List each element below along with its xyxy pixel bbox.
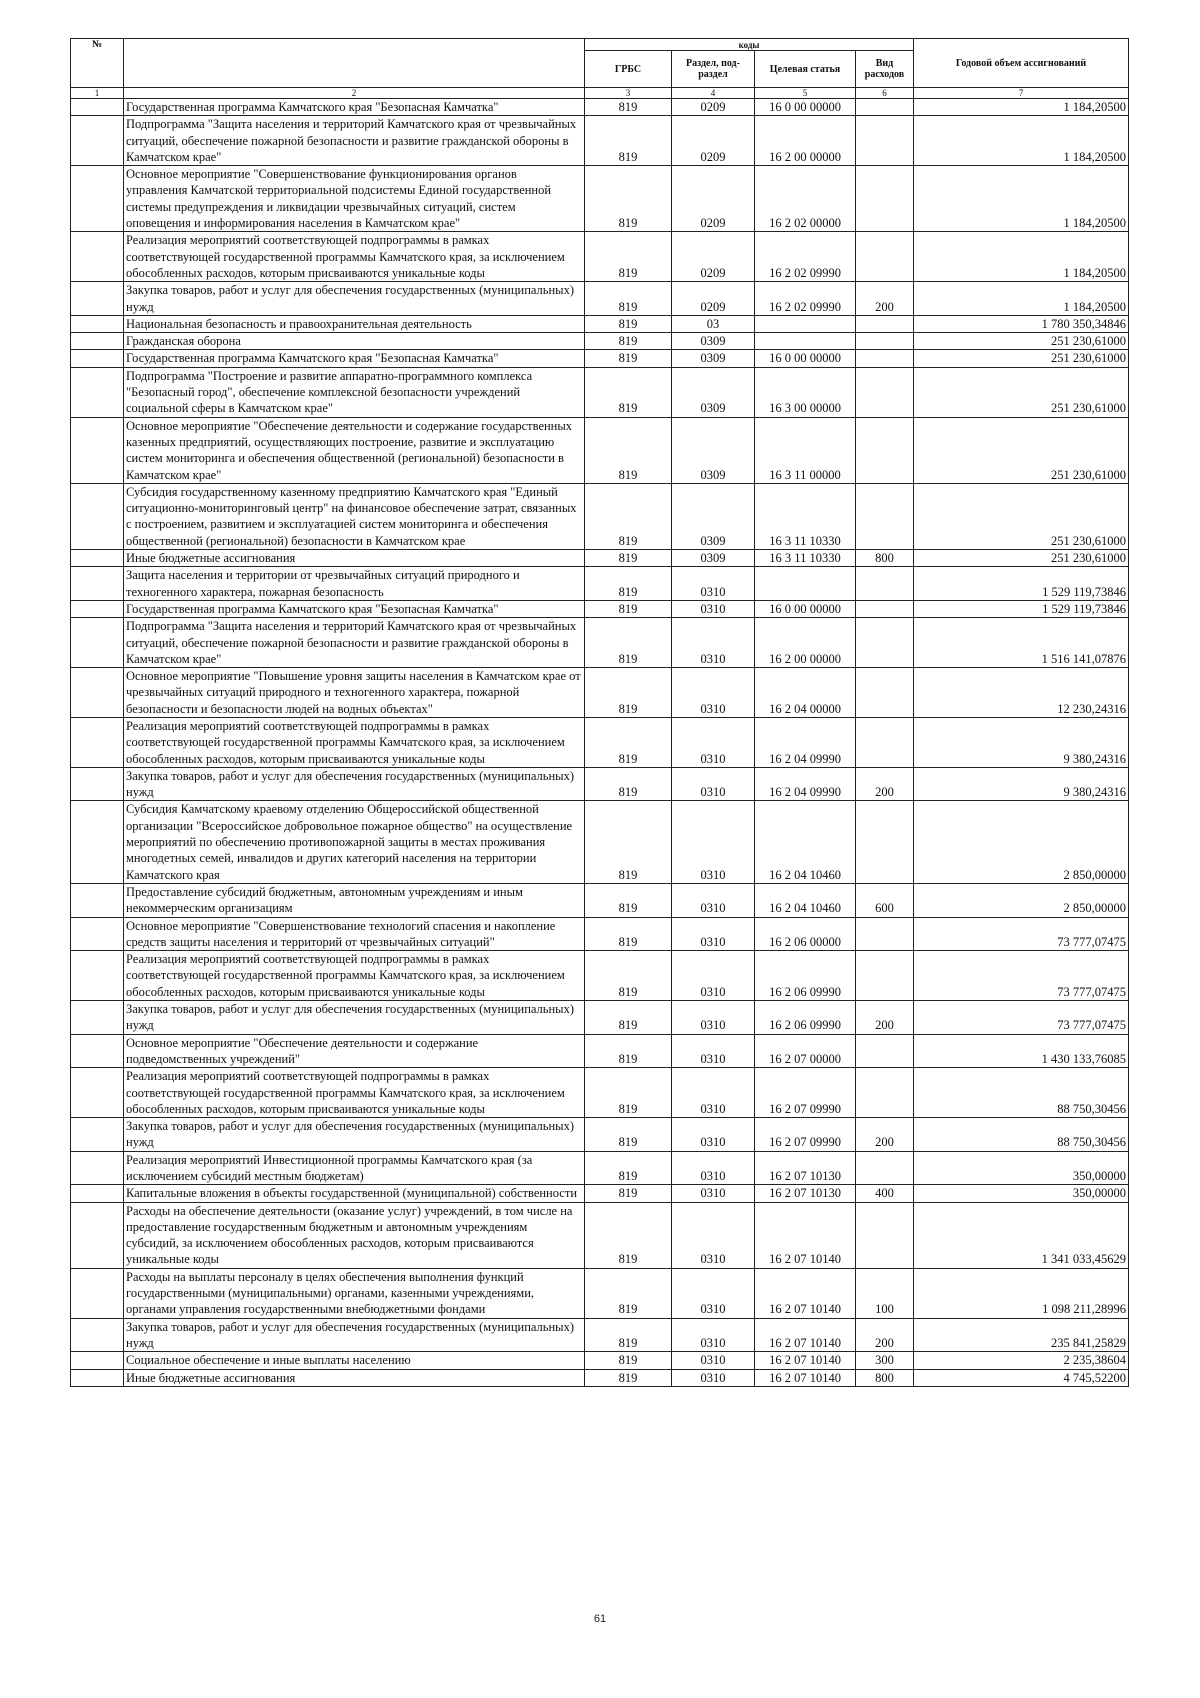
- cell-target: 16 2 04 09990: [755, 767, 856, 801]
- cell-target: 16 2 00 00000: [755, 116, 856, 166]
- cell-grbs: 819: [585, 951, 672, 1001]
- cell-target: 16 0 00 00000: [755, 99, 856, 116]
- cell-number: [71, 618, 124, 668]
- cell-number: [71, 99, 124, 116]
- cell-amount: 1 184,20500: [914, 282, 1129, 316]
- cell-name: Предоставление субсидий бюджетным, автономным учреждениям и иным некоммерческим организациям: [124, 883, 585, 917]
- cell-section: 0310: [672, 767, 755, 801]
- cell-vid: 200: [856, 1001, 914, 1035]
- table-row: [71, 767, 1129, 801]
- cell-number: [71, 1118, 124, 1152]
- cell-number: [71, 116, 124, 166]
- cell-number: [71, 282, 124, 316]
- cell-name: Подпрограмма "Защита населения и территорий Камчатского края от чрезвычайных ситуаций, обеспечение пожарной безопасности и развитие гражданской обороны в Камчатском крае": [124, 116, 585, 166]
- cell-grbs: 819: [585, 1068, 672, 1118]
- cell-grbs: 819: [585, 483, 672, 549]
- cell-target: 16 2 06 09990: [755, 1001, 856, 1035]
- cell-vid: [856, 600, 914, 617]
- column-number: 7: [914, 88, 1129, 99]
- cell-target: 16 2 07 10140: [755, 1318, 856, 1352]
- cell-section: 0310: [672, 717, 755, 767]
- cell-vid: 800: [856, 1369, 914, 1386]
- cell-name: Реализация мероприятий соответствующей подпрограммы в рамках соответствующей государственной программы Камчатского края, за исключением обособленных расходов, которым присваиваются уникальные коды: [124, 717, 585, 767]
- cell-vid: [856, 166, 914, 232]
- cell-name: Защита населения и территории от чрезвычайных ситуаций природного и техногенного характера, пожарная безопасность: [124, 567, 585, 601]
- cell-section: 0310: [672, 1001, 755, 1035]
- cell-section: 0310: [672, 668, 755, 718]
- cell-grbs: 819: [585, 232, 672, 282]
- cell-section: 0209: [672, 116, 755, 166]
- table-row: [71, 367, 1129, 417]
- cell-name: Гражданская оборона: [124, 333, 585, 350]
- table-row: [71, 917, 1129, 951]
- cell-name: Закупка товаров, работ и услуг для обеспечения государственных (муниципальных) нужд: [124, 282, 585, 316]
- cell-amount: 235 841,25829: [914, 1318, 1129, 1352]
- cell-number: [71, 717, 124, 767]
- cell-amount: 73 777,07475: [914, 951, 1129, 1001]
- cell-target: 16 2 02 00000: [755, 166, 856, 232]
- table-row: [71, 315, 1129, 332]
- cell-number: [71, 567, 124, 601]
- cell-name: Государственная программа Камчатского края "Безопасная Камчатка": [124, 99, 585, 116]
- cell-amount: 1 184,20500: [914, 116, 1129, 166]
- col-amount-header: Годовой объем ассигнований: [914, 39, 1129, 88]
- cell-section: 0209: [672, 99, 755, 116]
- cell-number: [71, 417, 124, 483]
- cell-name: Реализация мероприятий соответствующей подпрограммы в рамках соответствующей государственной программы Камчатского края, за исключением обособленных расходов, которым присваиваются уникальные коды: [124, 1068, 585, 1118]
- budget-table: [70, 38, 1129, 1387]
- cell-grbs: 819: [585, 1268, 672, 1318]
- col-target-header: Целевая статья: [755, 51, 856, 88]
- cell-grbs: 819: [585, 618, 672, 668]
- cell-grbs: 819: [585, 1369, 672, 1386]
- cell-vid: [856, 483, 914, 549]
- cell-amount: 251 230,61000: [914, 333, 1129, 350]
- cell-amount: 73 777,07475: [914, 1001, 1129, 1035]
- cell-target: 16 2 02 09990: [755, 282, 856, 316]
- cell-amount: 88 750,30456: [914, 1068, 1129, 1118]
- cell-number: [71, 883, 124, 917]
- cell-name: Реализация мероприятий соответствующей подпрограммы в рамках соответствующей государственной программы Камчатского края, за исключением обособленных расходов, которым присваиваются уникальные коды: [124, 951, 585, 1001]
- cell-target: 16 3 00 00000: [755, 367, 856, 417]
- column-number: 5: [755, 88, 856, 99]
- cell-vid: [856, 1151, 914, 1185]
- cell-grbs: 819: [585, 883, 672, 917]
- column-number: 2: [124, 88, 585, 99]
- col-name-header: [124, 39, 585, 88]
- cell-target: 16 2 07 09990: [755, 1068, 856, 1118]
- cell-target: 16 2 04 09990: [755, 717, 856, 767]
- cell-vid: [856, 618, 914, 668]
- cell-grbs: 819: [585, 1352, 672, 1369]
- cell-vid: [856, 1034, 914, 1068]
- cell-amount: 88 750,30456: [914, 1118, 1129, 1152]
- cell-section: 0310: [672, 917, 755, 951]
- cell-vid: 200: [856, 1118, 914, 1152]
- cell-amount: 251 230,61000: [914, 550, 1129, 567]
- cell-name: Основное мероприятие "Совершенствование технологий спасения и накопление средств защиты населения и территорий от чрезвычайных ситуаций": [124, 917, 585, 951]
- column-number: 6: [856, 88, 914, 99]
- cell-grbs: 819: [585, 1202, 672, 1268]
- cell-amount: 1 529 119,73846: [914, 567, 1129, 601]
- cell-amount: 251 230,61000: [914, 483, 1129, 549]
- cell-number: [71, 1268, 124, 1318]
- col-grbs-header: ГРБС: [585, 51, 672, 88]
- table-body: [71, 99, 1129, 1387]
- cell-grbs: 819: [585, 367, 672, 417]
- cell-target: 16 2 04 10460: [755, 883, 856, 917]
- cell-name: Подпрограмма "Построение и развитие аппаратно-программного комплекса "Безопасный город", обеспечение комплексной безопасности учреждений социальной сферы в Камчатском крае": [124, 367, 585, 417]
- cell-section: 0310: [672, 1369, 755, 1386]
- cell-grbs: 819: [585, 600, 672, 617]
- cell-number: [71, 232, 124, 282]
- cell-number: [71, 767, 124, 801]
- codes-header: коды: [585, 39, 914, 51]
- cell-name: Реализация мероприятий соответствующей подпрограммы в рамках соответствующей государственной программы Камчатского края, за исключением обособленных расходов, которым присваиваются уникальные коды: [124, 232, 585, 282]
- cell-grbs: 819: [585, 567, 672, 601]
- cell-name: Основное мероприятие "Обеспечение деятельности и содержание подведомственных учреждений": [124, 1034, 585, 1068]
- cell-target: 16 2 07 00000: [755, 1034, 856, 1068]
- cell-section: 0310: [672, 951, 755, 1001]
- cell-vid: [856, 1068, 914, 1118]
- cell-amount: 1 184,20500: [914, 166, 1129, 232]
- cell-number: [71, 917, 124, 951]
- cell-target: 16 2 06 00000: [755, 917, 856, 951]
- cell-target: 16 2 04 10460: [755, 801, 856, 883]
- table-row: [71, 801, 1129, 883]
- cell-name: Иные бюджетные ассигнования: [124, 550, 585, 567]
- table-row: [71, 116, 1129, 166]
- table-row: [71, 1318, 1129, 1352]
- cell-section: 0310: [672, 1151, 755, 1185]
- cell-section: 0309: [672, 417, 755, 483]
- cell-number: [71, 1151, 124, 1185]
- cell-amount: 350,00000: [914, 1185, 1129, 1202]
- col-section-header: Раздел, под-раздел: [672, 51, 755, 88]
- cell-vid: [856, 417, 914, 483]
- table-row: [71, 333, 1129, 350]
- cell-number: [71, 1001, 124, 1035]
- cell-grbs: 819: [585, 917, 672, 951]
- cell-vid: [856, 1202, 914, 1268]
- budget-page: [70, 38, 1128, 1387]
- cell-name: Субсидия государственному казенному предприятию Камчатского края "Единый ситуационно-мониторинговый центр" на финансовое обеспечение затрат, связанных с построением, развитием и эксплуатацией систем мониторинга и обеспечения общественной (региональной) безопасности в Камчатском крае: [124, 483, 585, 549]
- cell-amount: 1 098 211,28996: [914, 1268, 1129, 1318]
- cell-number: [71, 315, 124, 332]
- cell-target: [755, 567, 856, 601]
- cell-target: [755, 315, 856, 332]
- cell-vid: 100: [856, 1268, 914, 1318]
- cell-name: Расходы на выплаты персоналу в целях обеспечения выполнения функций государственными (муниципальными) органами, казенными учреждениями, органами управления государственными внебюджетными фондами: [124, 1268, 585, 1318]
- cell-vid: 200: [856, 767, 914, 801]
- cell-target: 16 2 02 09990: [755, 232, 856, 282]
- table-row: [71, 282, 1129, 316]
- cell-target: 16 2 07 10140: [755, 1369, 856, 1386]
- cell-number: [71, 668, 124, 718]
- table-row: [71, 232, 1129, 282]
- cell-name: Основное мероприятие "Совершенствование функционирования органов управления Камчатской территориальной подсистемы Единой государственной системы предупреждения и ликвидации чрезвычайных ситуаций, систем оповещения и информирования населения в Камчатском крае": [124, 166, 585, 232]
- table-row: [71, 1118, 1129, 1152]
- table-row: [71, 618, 1129, 668]
- table-row: [71, 1352, 1129, 1369]
- cell-grbs: 819: [585, 1151, 672, 1185]
- cell-number: [71, 333, 124, 350]
- cell-vid: [856, 232, 914, 282]
- cell-grbs: 819: [585, 767, 672, 801]
- table-row: [71, 1034, 1129, 1068]
- cell-name: Закупка товаров, работ и услуг для обеспечения государственных (муниципальных) нужд: [124, 1318, 585, 1352]
- cell-vid: [856, 917, 914, 951]
- cell-grbs: 819: [585, 668, 672, 718]
- table-row: [71, 951, 1129, 1001]
- cell-target: 16 3 11 10330: [755, 483, 856, 549]
- cell-amount: 350,00000: [914, 1151, 1129, 1185]
- table-row: [71, 350, 1129, 367]
- cell-name: Национальная безопасность и правоохранительная деятельность: [124, 315, 585, 332]
- cell-amount: 9 380,24316: [914, 767, 1129, 801]
- page-number: 61: [593, 1613, 607, 1625]
- table-row: [71, 1001, 1129, 1035]
- cell-section: 0310: [672, 567, 755, 601]
- cell-amount: 1 780 350,34846: [914, 315, 1129, 332]
- cell-amount: 9 380,24316: [914, 717, 1129, 767]
- cell-grbs: 819: [585, 350, 672, 367]
- cell-section: 0310: [672, 600, 755, 617]
- cell-number: [71, 350, 124, 367]
- column-number: 3: [585, 88, 672, 99]
- cell-section: 0310: [672, 1268, 755, 1318]
- cell-vid: 800: [856, 550, 914, 567]
- cell-vid: [856, 315, 914, 332]
- cell-name: Государственная программа Камчатского края "Безопасная Камчатка": [124, 600, 585, 617]
- cell-grbs: 819: [585, 417, 672, 483]
- cell-grbs: 819: [585, 116, 672, 166]
- cell-name: Основное мероприятие "Повышение уровня защиты населения в Камчатском крае от чрезвычайных ситуаций природного и техногенного характера, пожарной безопасности и безопасности людей на водных объектах": [124, 668, 585, 718]
- cell-amount: 2 850,00000: [914, 801, 1129, 883]
- cell-number: [71, 1318, 124, 1352]
- cell-grbs: 819: [585, 166, 672, 232]
- cell-amount: 4 745,52200: [914, 1369, 1129, 1386]
- cell-amount: 2 235,38604: [914, 1352, 1129, 1369]
- cell-amount: 1 529 119,73846: [914, 600, 1129, 617]
- table-row: [71, 668, 1129, 718]
- cell-target: 16 2 07 10130: [755, 1151, 856, 1185]
- column-number-row: [71, 88, 1129, 99]
- cell-vid: 400: [856, 1185, 914, 1202]
- cell-name: Закупка товаров, работ и услуг для обеспечения государственных (муниципальных) нужд: [124, 767, 585, 801]
- table-row: [71, 550, 1129, 567]
- cell-target: 16 3 11 10330: [755, 550, 856, 567]
- cell-grbs: 819: [585, 315, 672, 332]
- table-row: [71, 1151, 1129, 1185]
- table-row: [71, 1068, 1129, 1118]
- column-number: 1: [71, 88, 124, 99]
- cell-amount: 1 341 033,45629: [914, 1202, 1129, 1268]
- cell-section: 0209: [672, 232, 755, 282]
- cell-vid: [856, 567, 914, 601]
- cell-name: Основное мероприятие "Обеспечение деятельности и содержание государственных казенных предприятий, осуществляющих построение, развитие и эксплуатацию систем мониторинга и обеспечения общественной (региональной) безопасности в Камчатском крае": [124, 417, 585, 483]
- cell-section: 0310: [672, 1068, 755, 1118]
- cell-name: Закупка товаров, работ и услуг для обеспечения государственных (муниципальных) нужд: [124, 1001, 585, 1035]
- cell-target: 16 2 07 10140: [755, 1268, 856, 1318]
- cell-vid: [856, 668, 914, 718]
- cell-amount: 251 230,61000: [914, 367, 1129, 417]
- cell-section: 0309: [672, 333, 755, 350]
- cell-number: [71, 1034, 124, 1068]
- cell-grbs: 819: [585, 717, 672, 767]
- cell-grbs: 819: [585, 1118, 672, 1152]
- cell-grbs: 819: [585, 282, 672, 316]
- cell-vid: [856, 951, 914, 1001]
- cell-section: 0310: [672, 618, 755, 668]
- cell-grbs: 819: [585, 1318, 672, 1352]
- cell-number: [71, 550, 124, 567]
- col-number-header: №: [71, 39, 124, 88]
- cell-section: 03: [672, 315, 755, 332]
- cell-amount: 73 777,07475: [914, 917, 1129, 951]
- cell-name: Реализация мероприятий Инвестиционной программы Камчатского края (за исключением субсидий местным бюджетам): [124, 1151, 585, 1185]
- cell-vid: [856, 99, 914, 116]
- cell-number: [71, 367, 124, 417]
- cell-number: [71, 483, 124, 549]
- cell-target: 16 2 00 00000: [755, 618, 856, 668]
- table-row: [71, 1268, 1129, 1318]
- cell-number: [71, 1068, 124, 1118]
- cell-section: 0309: [672, 550, 755, 567]
- cell-amount: 1 184,20500: [914, 232, 1129, 282]
- cell-vid: [856, 116, 914, 166]
- cell-target: 16 3 11 00000: [755, 417, 856, 483]
- table-row: [71, 600, 1129, 617]
- cell-number: [71, 1369, 124, 1386]
- table-row: [71, 717, 1129, 767]
- cell-name: Подпрограмма "Защита населения и территорий Камчатского края от чрезвычайных ситуаций, обеспечение пожарной безопасности и развитие гражданской обороны в Камчатском крае": [124, 618, 585, 668]
- cell-vid: [856, 801, 914, 883]
- cell-section: 0309: [672, 483, 755, 549]
- cell-section: 0209: [672, 282, 755, 316]
- cell-vid: 200: [856, 1318, 914, 1352]
- table-row: [71, 417, 1129, 483]
- cell-amount: 1 184,20500: [914, 99, 1129, 116]
- cell-section: 0310: [672, 1118, 755, 1152]
- cell-number: [71, 1202, 124, 1268]
- cell-number: [71, 1352, 124, 1369]
- table-row: [71, 1185, 1129, 1202]
- cell-target: 16 2 07 10140: [755, 1352, 856, 1369]
- cell-amount: 251 230,61000: [914, 350, 1129, 367]
- cell-grbs: 819: [585, 99, 672, 116]
- cell-target: 16 0 00 00000: [755, 600, 856, 617]
- cell-grbs: 819: [585, 1034, 672, 1068]
- cell-grbs: 819: [585, 1185, 672, 1202]
- cell-vid: [856, 367, 914, 417]
- cell-target: 16 2 07 10130: [755, 1185, 856, 1202]
- cell-grbs: 819: [585, 333, 672, 350]
- cell-name: Государственная программа Камчатского края "Безопасная Камчатка": [124, 350, 585, 367]
- cell-section: 0310: [672, 1202, 755, 1268]
- cell-number: [71, 951, 124, 1001]
- col-vid-header: Вид расходов: [856, 51, 914, 88]
- table-row: [71, 883, 1129, 917]
- cell-section: 0310: [672, 1352, 755, 1369]
- cell-number: [71, 1185, 124, 1202]
- cell-target: 16 2 06 09990: [755, 951, 856, 1001]
- cell-target: 16 0 00 00000: [755, 350, 856, 367]
- cell-amount: 1 430 133,76085: [914, 1034, 1129, 1068]
- cell-grbs: 819: [585, 550, 672, 567]
- cell-section: 0310: [672, 1034, 755, 1068]
- cell-section: 0310: [672, 801, 755, 883]
- table-row: [71, 483, 1129, 549]
- cell-target: 16 2 07 09990: [755, 1118, 856, 1152]
- cell-section: 0209: [672, 166, 755, 232]
- cell-name: Субсидия Камчатскому краевому отделению Общероссийской общественной организации "Всероссийское добровольное пожарное общество" на осуществление мероприятий по обеспечению противопожарной защиты в местах проживания многодетных семей, инвалидов и других категорий населения на территории Камчатского края: [124, 801, 585, 883]
- cell-vid: 600: [856, 883, 914, 917]
- cell-amount: 1 516 141,07876: [914, 618, 1129, 668]
- table-row: [71, 1369, 1129, 1386]
- cell-target: 16 2 04 00000: [755, 668, 856, 718]
- table-row: [71, 99, 1129, 116]
- cell-vid: 300: [856, 1352, 914, 1369]
- cell-name: Социальное обеспечение и иные выплаты населению: [124, 1352, 585, 1369]
- table-row: [71, 1202, 1129, 1268]
- cell-section: 0310: [672, 1318, 755, 1352]
- cell-section: 0310: [672, 883, 755, 917]
- table-row: [71, 166, 1129, 232]
- cell-vid: 200: [856, 282, 914, 316]
- cell-grbs: 819: [585, 801, 672, 883]
- table-row: [71, 567, 1129, 601]
- cell-section: 0310: [672, 1185, 755, 1202]
- cell-section: 0309: [672, 350, 755, 367]
- cell-amount: 12 230,24316: [914, 668, 1129, 718]
- cell-name: Расходы на обеспечение деятельности (оказание услуг) учреждений, в том числе на предоставление государственным бюджетным и автономным учреждениям субсидий, за исключением обособленных расходов, которым присваиваются уникальные коды: [124, 1202, 585, 1268]
- cell-section: 0309: [672, 367, 755, 417]
- cell-target: 16 2 07 10140: [755, 1202, 856, 1268]
- cell-name: Капитальные вложения в объекты государственной (муниципальной) собственности: [124, 1185, 585, 1202]
- cell-amount: 2 850,00000: [914, 883, 1129, 917]
- cell-grbs: 819: [585, 1001, 672, 1035]
- table-header: [71, 39, 1129, 99]
- cell-number: [71, 801, 124, 883]
- cell-name: Иные бюджетные ассигнования: [124, 1369, 585, 1386]
- cell-vid: [856, 350, 914, 367]
- cell-number: [71, 166, 124, 232]
- cell-target: [755, 333, 856, 350]
- cell-vid: [856, 333, 914, 350]
- cell-number: [71, 600, 124, 617]
- cell-amount: 251 230,61000: [914, 417, 1129, 483]
- column-number: 4: [672, 88, 755, 99]
- cell-name: Закупка товаров, работ и услуг для обеспечения государственных (муниципальных) нужд: [124, 1118, 585, 1152]
- cell-vid: [856, 717, 914, 767]
